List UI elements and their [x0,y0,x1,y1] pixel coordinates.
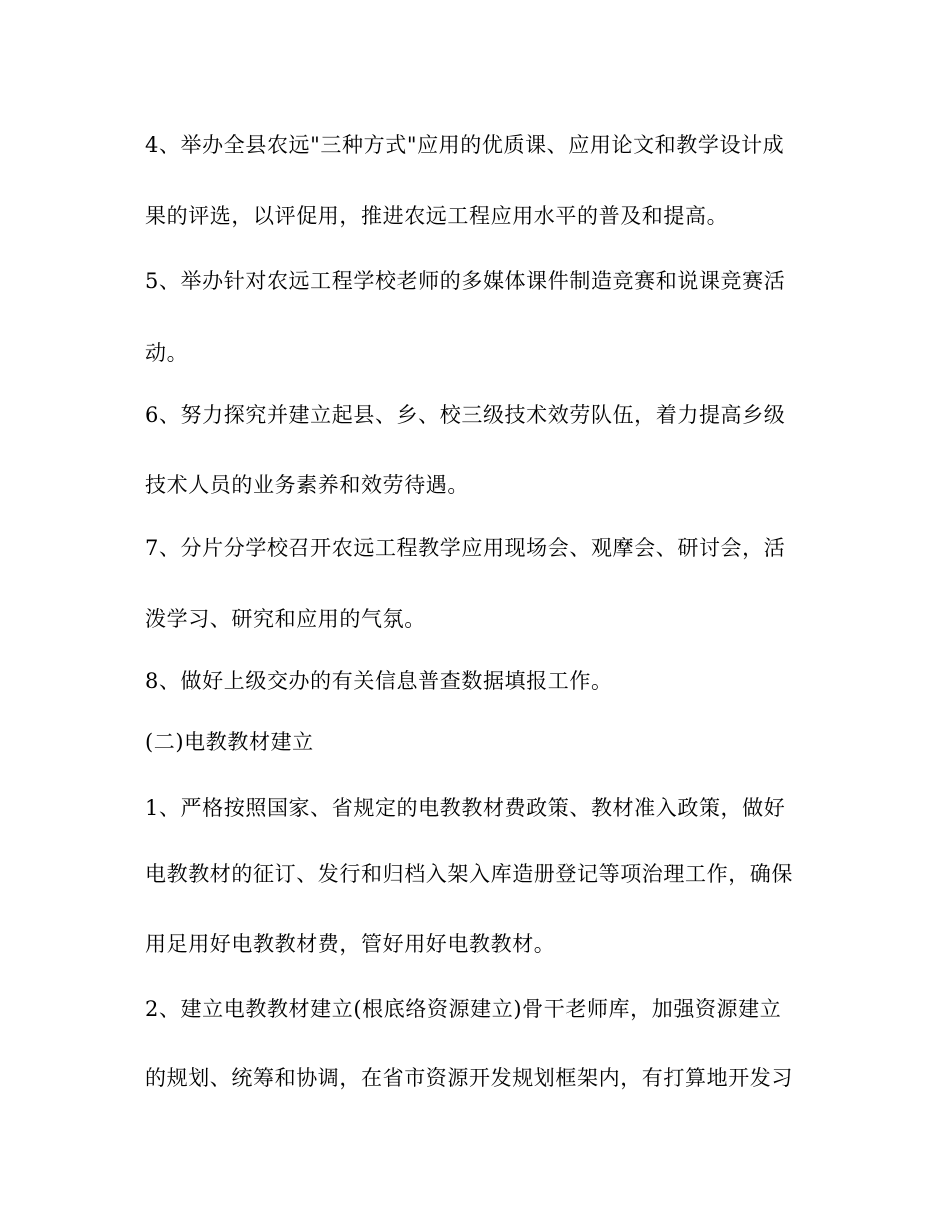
text-line: 动。 [145,341,189,365]
text-line: 2、建立电教教材建立(根底络资源建立)骨干老师库，加强资源建立 [145,997,782,1021]
text-line: 7、分片分学校召开农远工程教学应用现场会、观摩会、研讨会，活 [145,536,786,560]
text-line: 电教教材的征订、发行和归档入架入库造册登记等项治理工作，确保 [145,862,793,886]
section-heading: (二)电教教材建立 [145,730,314,754]
text-line: 6、努力探究并建立起县、乡、校三级技术效劳队伍，着力提高乡级 [145,403,786,427]
text-line: 的规划、统筹和协调，在省市资源开发规划框架内，有打算地开发习 [145,1066,793,1090]
text-line: 4、举办全县农远"三种方式"应用的优质课、应用论文和教学设计成 [145,133,785,157]
text-line: 果的评选，以评促用，推进农远工程应用水平的普及和提高。 [145,204,729,228]
text-line: 用足用好电教教材费，管好用好电教教材。 [145,932,556,956]
text-line: 5、举办针对农远工程学校老师的多媒体课件制造竞赛和说课竞赛活 [145,269,786,293]
text-line: 1、严格按照国家、省规定的电教教材费政策、教材准入政策，做好 [145,796,786,820]
text-line: 泼学习、研究和应用的气氛。 [145,607,426,631]
text-line: 技术人员的业务素养和效劳待遇。 [145,473,469,497]
text-line: 8、做好上级交办的有关信息普查数据填报工作。 [145,669,613,693]
